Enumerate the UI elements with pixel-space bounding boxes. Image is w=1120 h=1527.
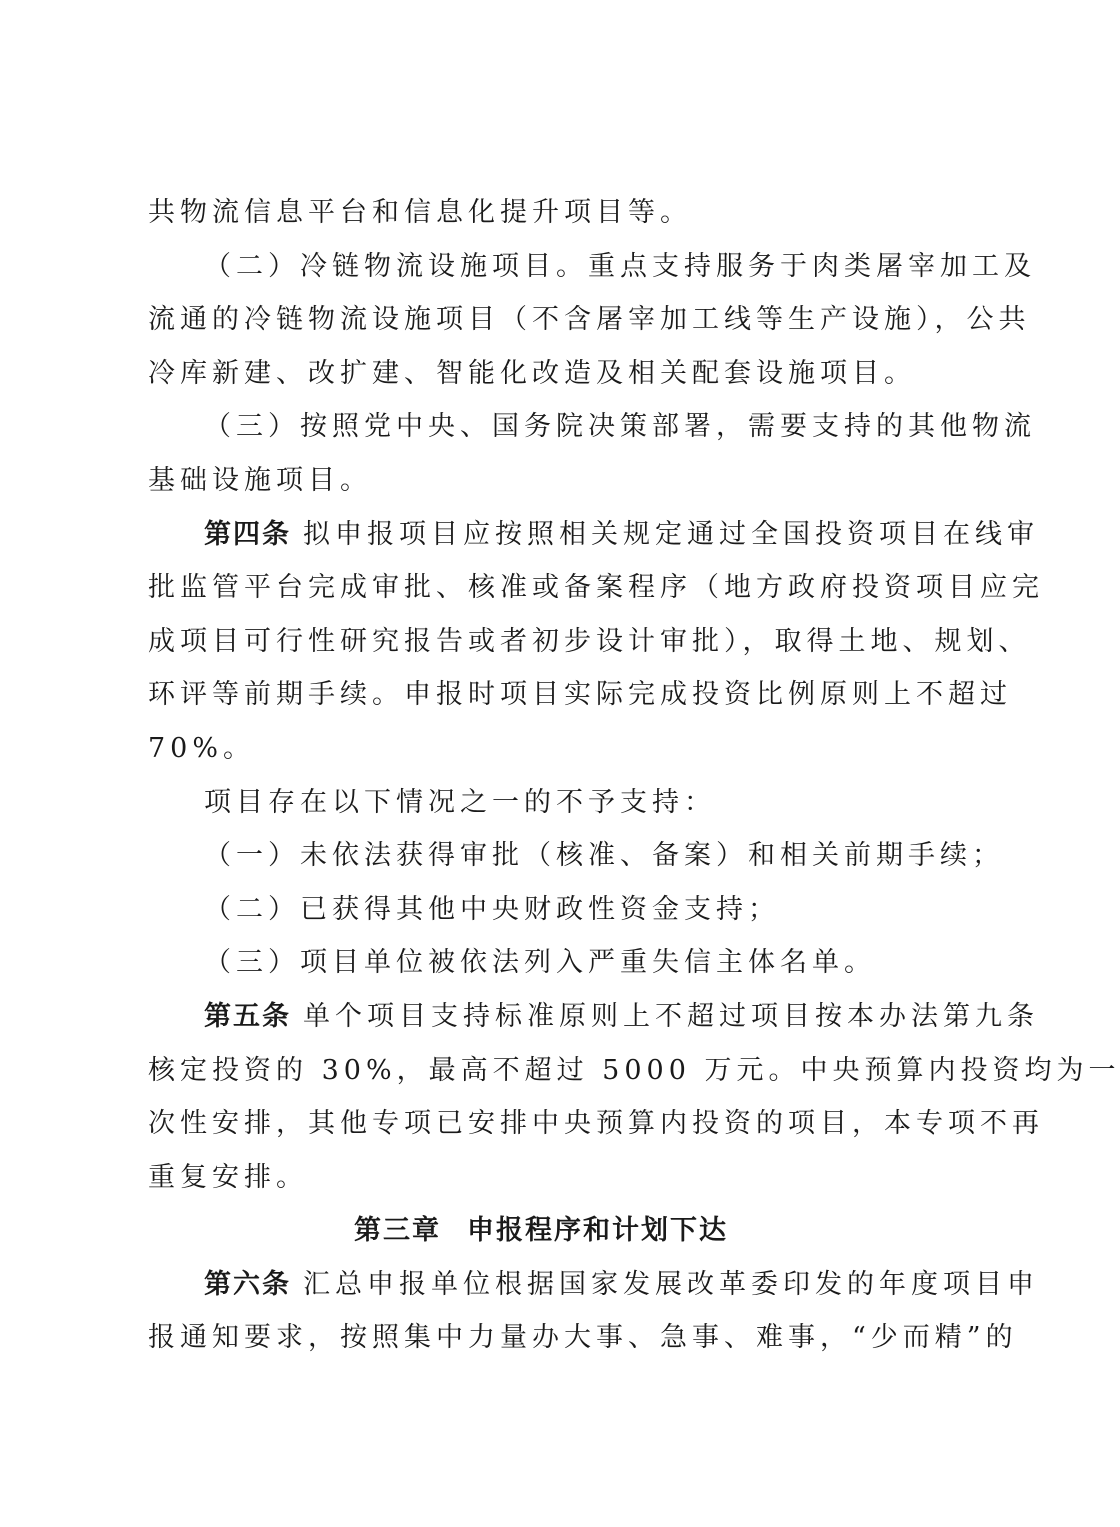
text-line: 成项目可行性研究报告或者初步设计审批），取得土地、规划、 bbox=[148, 625, 1031, 657]
text-line: （三）按照党中央、国务院决策部署，需要支持的其他物流 bbox=[204, 411, 1036, 443]
article-6-paragraph bbox=[148, 1258, 1039, 1312]
text-line: 冷库新建、改扩建、智能化改造及相关配套设施项目。 bbox=[148, 357, 916, 389]
text-line: 批监管平台完成审批、核准或备案程序（地方政府投资项目应完 bbox=[148, 572, 1044, 604]
text-line: 次性安排，其他专项已安排中央预算内投资的项目，本专项不再 bbox=[148, 1108, 1044, 1140]
article-heading: 第四条 bbox=[204, 518, 291, 550]
chapter-heading bbox=[148, 1204, 934, 1258]
article-4-paragraph bbox=[148, 508, 1039, 562]
text-line: （二）冷链物流设施项目。重点支持服务于肉类屠宰加工及 bbox=[204, 250, 1036, 282]
text-line: 重复安排。 bbox=[148, 1161, 308, 1193]
text-line: 拟申报项目应按照相关规定通过全国投资项目在线审 bbox=[303, 518, 1039, 550]
text-line: 基础设施项目。 bbox=[148, 464, 372, 496]
document-body bbox=[148, 186, 1120, 1365]
article-heading: 第六条 bbox=[204, 1268, 291, 1300]
text-line: 流通的冷链物流设施项目（不含屠宰加工线等生产设施），公共 bbox=[148, 304, 1031, 336]
chapter-number: 第三章 bbox=[354, 1215, 441, 1247]
text-line: （三）项目单位被依法列入严重失信主体名单。 bbox=[204, 947, 876, 979]
article-heading: 第五条 bbox=[204, 1000, 291, 1032]
article-5-paragraph bbox=[148, 990, 1039, 1044]
text-line: （一）未依法获得审批（核准、备案）和相关前期手续； bbox=[204, 840, 1004, 872]
text-line: 单个项目支持标准原则上不超过项目按本办法第九条 bbox=[303, 1000, 1039, 1032]
text-line: 项目存在以下情况之一的不予支持： bbox=[204, 786, 716, 818]
text-line: 汇总申报单位根据国家发展改革委印发的年度项目申 bbox=[303, 1268, 1039, 1300]
text-line: 70%。 bbox=[148, 732, 256, 764]
text-line: 报通知要求，按照集中力量办大事、急事、难事，“少而精”的 bbox=[148, 1322, 1018, 1354]
text-line: （二）已获得其他中央财政性资金支持； bbox=[204, 893, 780, 925]
chapter-title: 申报程序和计划下达 bbox=[467, 1215, 728, 1247]
text-line: 共物流信息平台和信息化提升项目等。 bbox=[148, 197, 692, 228]
text-line: 核定投资的 30%，最高不超过 5000 万元。中央预算内投资均为一 bbox=[148, 1054, 1120, 1086]
text-line: 环评等前期手续。申报时项目实际完成投资比例原则上不超过 bbox=[148, 679, 1012, 711]
